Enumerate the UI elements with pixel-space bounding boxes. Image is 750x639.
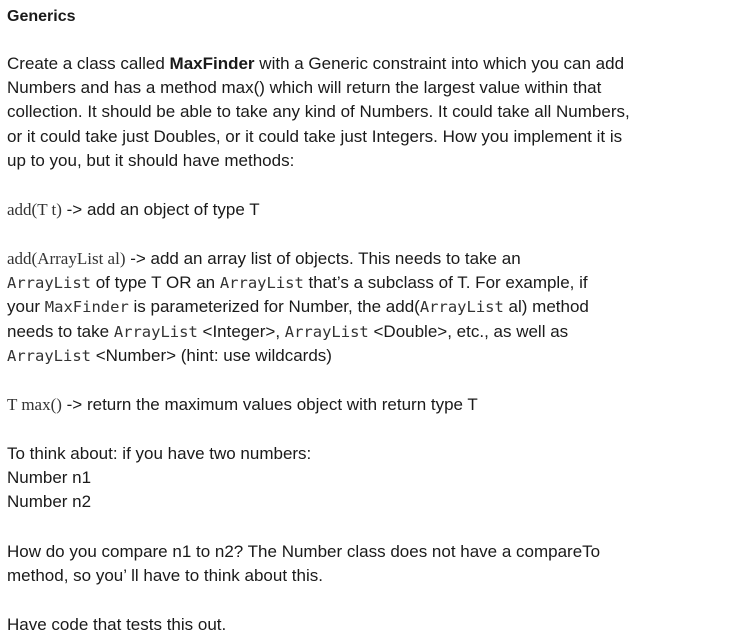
think-line-2: Number n1 bbox=[7, 468, 92, 488]
method-signature-add-t: add(T t) bbox=[7, 200, 62, 219]
method-signature-max: T max() bbox=[7, 395, 62, 414]
intro-line-2: Numbers and has a method max() which will return the largest value within that bbox=[7, 78, 602, 98]
closing-line: Have code that tests this out. bbox=[7, 615, 227, 634]
add-list-line-4: needs to take ArrayList <Integer>, ArrayList <Double>, etc., as well as bbox=[7, 321, 569, 341]
intro-line-3: collection. It should be able to take any kind of Numbers. It could take all Numbers, bbox=[7, 102, 630, 122]
section-title: Generics bbox=[7, 8, 76, 25]
intro-line-1: Create a class called MaxFinder with a Generic constraint into which you can add bbox=[7, 54, 625, 73]
intro-line-4: or it could take just Doubles, or it could take just Integers. How you implement it is bbox=[7, 126, 623, 146]
method-max bbox=[7, 393, 478, 417]
add-list-line-1: add(ArrayList al) -> add an array list of objects. This needs to take an bbox=[7, 249, 521, 268]
intro-paragraph bbox=[7, 52, 630, 173]
method-description: -> return the maximum values object with return type T bbox=[61, 395, 478, 414]
add-list-line-3: your MaxFinder is parameterized for Number, the add(ArrayList al) method bbox=[7, 297, 589, 317]
method-signature-add-list: add(ArrayList al) bbox=[7, 249, 126, 268]
class-name-maxfinder: MaxFinder bbox=[169, 54, 255, 73]
compare-line-1: How do you compare n1 to n2? The Number class does not have a compareTo bbox=[7, 542, 601, 561]
add-list-line-2: ArrayList of type T OR an ArrayList that’s a subclass of T. For example, if bbox=[7, 273, 588, 293]
compare-paragraph bbox=[7, 540, 600, 588]
think-paragraph bbox=[7, 442, 311, 515]
method-description: -> add an object of type T bbox=[61, 200, 260, 219]
think-line-1: To think about: if you have two numbers: bbox=[7, 444, 312, 463]
method-add-list bbox=[7, 247, 589, 368]
compare-line-2: method, so you’ ll have to think about this. bbox=[7, 566, 323, 586]
intro-line-5: up to you, but it should have methods: bbox=[7, 150, 295, 170]
think-line-3: Number n2 bbox=[7, 492, 92, 512]
closing-paragraph bbox=[7, 613, 226, 637]
method-add-single bbox=[7, 198, 260, 222]
add-list-line-5: ArrayList <Number> (hint: use wildcards) bbox=[7, 345, 332, 365]
